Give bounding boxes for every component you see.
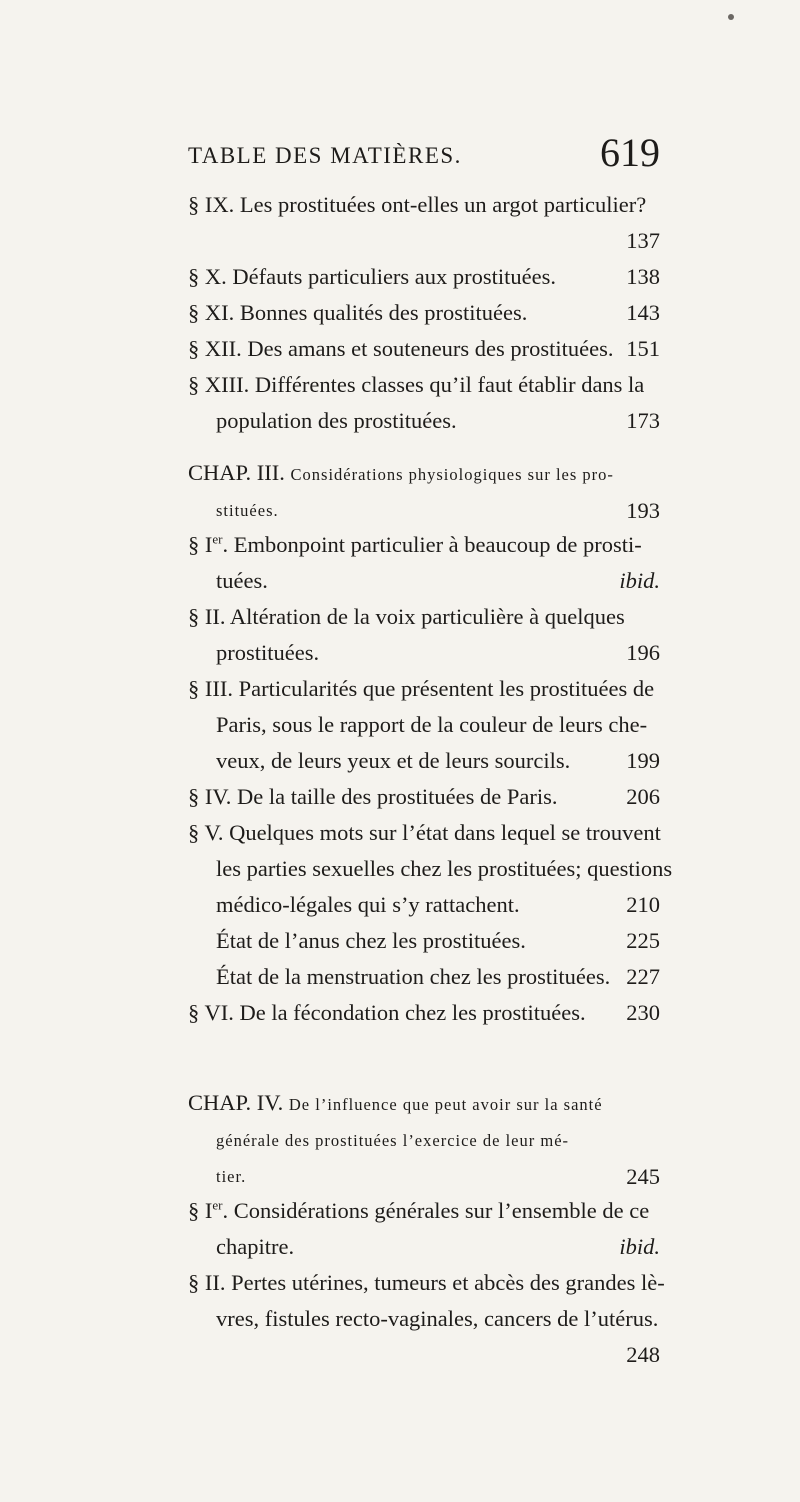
chapter-page: 245 [626, 1164, 660, 1189]
entry-page: 227 [626, 964, 660, 989]
entry-text: § IV. De la taille des prostituées de Paris. [188, 784, 558, 809]
entry-number: § I [188, 532, 213, 557]
entry-text-cont: chapitre. [216, 1234, 295, 1259]
toc-entry-section-xi [188, 295, 660, 331]
toc-entry-c4-section-i [188, 1193, 660, 1265]
chapter-title: Considérations physiologiques sur les pro- [290, 465, 614, 484]
entry-page: 230 [626, 1000, 660, 1025]
chapter-label: CHAP. III. [188, 460, 285, 485]
chapter-page: 193 [626, 498, 660, 523]
entry-text: . Considérations générales sur l’ensemble de ce [222, 1198, 650, 1223]
entry-page: 173 [626, 408, 660, 433]
entry-number: § I [188, 1198, 213, 1223]
entry-text: § IX. Les prostituées ont-elles un argot particulier? [188, 192, 647, 217]
entry-text: § VI. De la fécondation chez les prostituées. [188, 1000, 586, 1025]
toc-entry-c3-anus [188, 923, 660, 959]
chapter-title-cont: tier. [216, 1167, 247, 1186]
page-number: 619 [600, 130, 660, 175]
entry-text: § III. Particularités que présentent les prostituées de [188, 676, 655, 701]
entry-text-cont: vres, fistules recto-vaginales, cancers de l’utérus. [216, 1306, 659, 1331]
entry-text: État de l’anus chez les prostituées. [216, 928, 526, 953]
entry-text: § X. Défauts particuliers aux prostituées. [188, 264, 557, 289]
entry-page: 143 [626, 300, 660, 325]
chapter-title: De l’influence que peut avoir sur la santé [288, 1095, 603, 1114]
entry-page: 225 [626, 928, 660, 953]
toc-entry-section-xiii [188, 367, 660, 439]
toc-entry-c3-section-v [188, 815, 673, 923]
entry-page: 137 [626, 228, 660, 253]
entry-page: 248 [626, 1342, 660, 1367]
entry-text: § II. Pertes utérines, tumeurs et abcès des grandes lè- [188, 1270, 665, 1295]
toc-entry-c4-section-ii [188, 1265, 665, 1373]
entry-text-cont: tuées. [216, 568, 268, 593]
toc-entry-c3-section-vi [188, 995, 660, 1031]
entry-text-cont: Paris, sous le rapport de la couleur de leurs che- [216, 712, 648, 737]
entry-text-cont: veux, de leurs yeux et de leurs sourcils. [216, 748, 571, 773]
entry-page: 151 [626, 336, 660, 361]
entry-text: § XII. Des amans et souteneurs des prostituées. [188, 336, 614, 361]
ordinal-superscript: er [212, 531, 223, 547]
entry-page: 138 [626, 264, 660, 289]
chapter-iii-heading [188, 455, 660, 529]
toc-entry-section-xii [188, 331, 660, 367]
entry-page: ibid. [619, 568, 660, 593]
toc-entry-c3-section-iv [188, 779, 660, 815]
entry-text-cont: les parties sexuelles chez les prostituées; questions [216, 856, 673, 881]
running-title: TABLE DES MATIÈRES. [188, 143, 462, 168]
entry-text: § XI. Bonnes qualités des prostituées. [188, 300, 528, 325]
chapter-title-cont: générale des prostituées l’exercice de leur mé- [216, 1131, 570, 1150]
toc-entry-section-ix [188, 187, 660, 259]
toc-entry-c3-section-i [188, 527, 660, 599]
chapter-title-cont: stituées. [216, 501, 279, 520]
entry-text: § XIII. Différentes classes qu’il faut établir dans la [188, 372, 645, 397]
toc-entry-c3-menstruation [188, 959, 660, 995]
entry-text-cont: population des prostituées. [216, 408, 457, 433]
entry-text-cont: prostituées. [216, 640, 320, 665]
entry-text: État de la menstruation chez les prostituées. [216, 964, 611, 989]
toc-entry-c3-section-ii [188, 599, 660, 671]
page-header [188, 130, 660, 185]
entry-page: 199 [626, 748, 660, 773]
entry-page: ibid. [619, 1234, 660, 1259]
chapter-label: CHAP. IV. [188, 1090, 284, 1115]
chapter-iv-heading [188, 1085, 660, 1195]
ordinal-superscript: er [212, 1197, 223, 1213]
ink-dot [728, 14, 734, 20]
toc-entry-c3-section-iii [188, 671, 660, 779]
entry-page: 206 [626, 784, 660, 809]
entry-text: . Embonpoint particulier à beaucoup de prosti- [222, 532, 642, 557]
entry-page: 210 [626, 892, 660, 917]
entry-text: § II. Altération de la voix particulière à quelques [188, 604, 625, 629]
entry-text-cont: médico-légales qui s’y rattachent. [216, 892, 520, 917]
toc-entry-section-x [188, 259, 660, 295]
entry-text: § V. Quelques mots sur l’état dans lequel se trouvent [188, 820, 661, 845]
entry-page: 196 [626, 640, 660, 665]
